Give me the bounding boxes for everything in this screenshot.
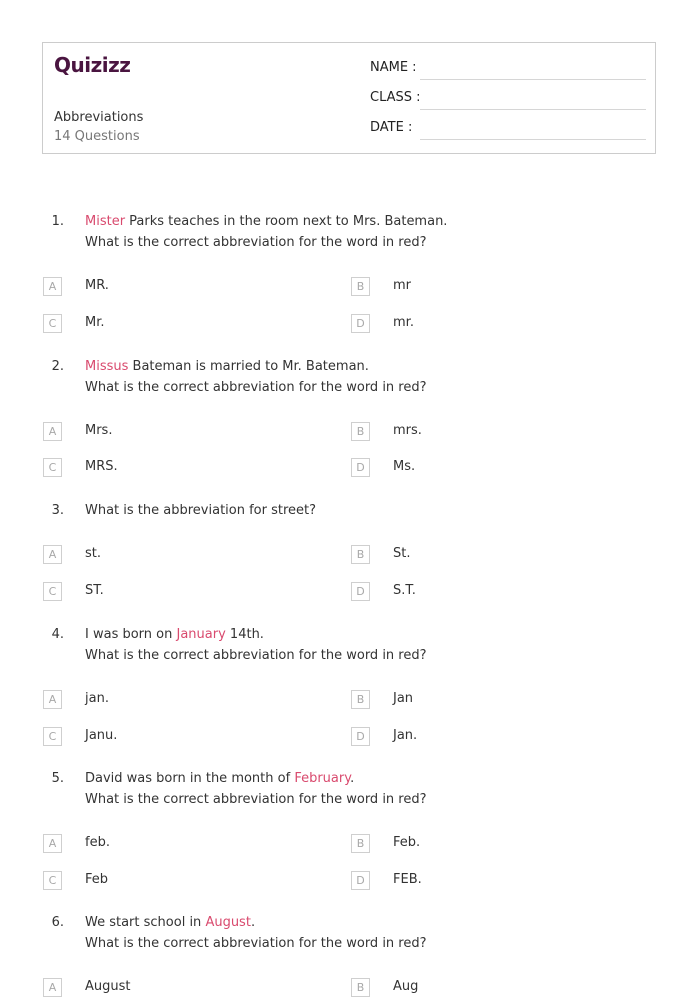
option-d-marker[interactable]: D <box>351 314 370 333</box>
question-text: What is the abbreviation for street? <box>85 503 317 518</box>
option-d-text[interactable]: mr. <box>393 315 414 330</box>
name-field <box>370 60 646 80</box>
question-prompt: What is the correct abbreviation for the word in red? <box>85 648 427 663</box>
question-number: 1. <box>51 214 64 229</box>
name-label: NAME : <box>370 60 417 75</box>
option-b-text[interactable]: mr <box>393 278 412 293</box>
class-field <box>370 90 646 110</box>
highlighted-word: February <box>294 771 351 786</box>
option-d-marker[interactable]: D <box>351 458 370 477</box>
name-line <box>420 79 646 80</box>
quizizz-logo: Quizizz <box>54 53 131 77</box>
question-text <box>85 627 264 642</box>
option-a-marker[interactable]: A <box>43 545 62 564</box>
question-text-rest: Parks teaches in the room next to Mrs. Bateman. <box>125 214 448 229</box>
question-text-rest: Bateman is married to Mr. Bateman. <box>128 359 369 374</box>
option-c-text[interactable]: Mr. <box>85 315 105 330</box>
option-c-marker[interactable]: C <box>43 458 62 477</box>
question-number: 2. <box>51 359 64 374</box>
question-count: 14 Questions <box>54 129 140 144</box>
question-prompt: What is the correct abbreviation for the word in red? <box>85 235 427 250</box>
option-c-text[interactable]: Feb <box>85 872 109 887</box>
class-label: CLASS : <box>370 90 421 105</box>
option-c-marker[interactable]: C <box>43 727 62 746</box>
option-b-text[interactable]: Aug <box>393 979 419 994</box>
question-text-pre: David was born in the month of <box>85 771 295 786</box>
question-number: 4. <box>51 627 64 642</box>
option-d-text[interactable]: Jan. <box>393 728 418 743</box>
date-line <box>420 139 646 140</box>
worksheet-title: Abbreviations <box>54 110 144 125</box>
option-d-marker[interactable]: D <box>351 871 370 890</box>
option-b-text[interactable]: St. <box>393 546 411 561</box>
option-c-text[interactable]: Janu. <box>85 728 118 743</box>
option-c-marker[interactable]: C <box>43 582 62 601</box>
question-number: 5. <box>51 771 64 786</box>
option-d-text[interactable]: S.T. <box>393 583 416 598</box>
option-b-text[interactable]: Feb. <box>393 835 421 850</box>
option-b-text[interactable]: mrs. <box>393 423 422 438</box>
option-a-text[interactable]: MR. <box>85 278 109 293</box>
option-c-marker[interactable]: C <box>43 871 62 890</box>
option-d-text[interactable]: Ms. <box>393 459 416 474</box>
option-b-marker[interactable]: B <box>351 422 370 441</box>
option-d-marker[interactable]: D <box>351 727 370 746</box>
question-text <box>85 915 255 930</box>
question-text-post: . <box>350 771 355 786</box>
worksheet-header <box>42 42 656 154</box>
option-a-text[interactable]: Mrs. <box>85 423 113 438</box>
option-a-marker[interactable]: A <box>43 690 62 709</box>
question-text-post: 14th. <box>225 627 264 642</box>
question-number: 3. <box>51 503 64 518</box>
question-text <box>85 359 369 374</box>
question-number: 6. <box>51 915 64 930</box>
question-prompt: What is the correct abbreviation for the word in red? <box>85 792 427 807</box>
highlighted-word: August <box>205 915 251 930</box>
class-line <box>420 109 646 110</box>
date-field <box>370 120 646 140</box>
option-a-marker[interactable]: A <box>43 422 62 441</box>
option-a-text[interactable]: st. <box>85 546 102 561</box>
question-prompt: What is the correct abbreviation for the word in red? <box>85 380 427 395</box>
date-label: DATE : <box>370 120 413 135</box>
question-text-post: . <box>250 915 256 930</box>
option-b-text[interactable]: Jan <box>393 691 414 706</box>
option-a-marker[interactable]: A <box>43 978 62 997</box>
question-text <box>85 214 447 229</box>
highlighted-word: January <box>176 627 226 642</box>
option-a-marker[interactable]: A <box>43 277 62 296</box>
option-a-text[interactable]: jan. <box>85 691 109 706</box>
option-b-marker[interactable]: B <box>351 978 370 997</box>
option-a-marker[interactable]: A <box>43 834 62 853</box>
option-c-text[interactable]: MRS. <box>85 459 118 474</box>
option-b-marker[interactable]: B <box>351 834 370 853</box>
option-b-marker[interactable]: B <box>351 545 370 564</box>
option-c-marker[interactable]: C <box>43 314 62 333</box>
option-a-text[interactable]: feb. <box>85 835 110 850</box>
option-d-marker[interactable]: D <box>351 582 370 601</box>
option-b-marker[interactable]: B <box>351 690 370 709</box>
question-text <box>85 771 354 786</box>
option-d-text[interactable]: FEB. <box>393 872 422 887</box>
highlighted-word: Missus <box>85 359 129 374</box>
highlighted-word: Mister <box>85 214 126 229</box>
option-a-text[interactable]: August <box>85 979 131 994</box>
option-b-marker[interactable]: B <box>351 277 370 296</box>
question-text-pre: I was born on <box>85 627 177 642</box>
question-prompt: What is the correct abbreviation for the word in red? <box>85 936 427 951</box>
option-c-text[interactable]: ST. <box>85 583 104 598</box>
question-text-pre: We start school in <box>85 915 206 930</box>
